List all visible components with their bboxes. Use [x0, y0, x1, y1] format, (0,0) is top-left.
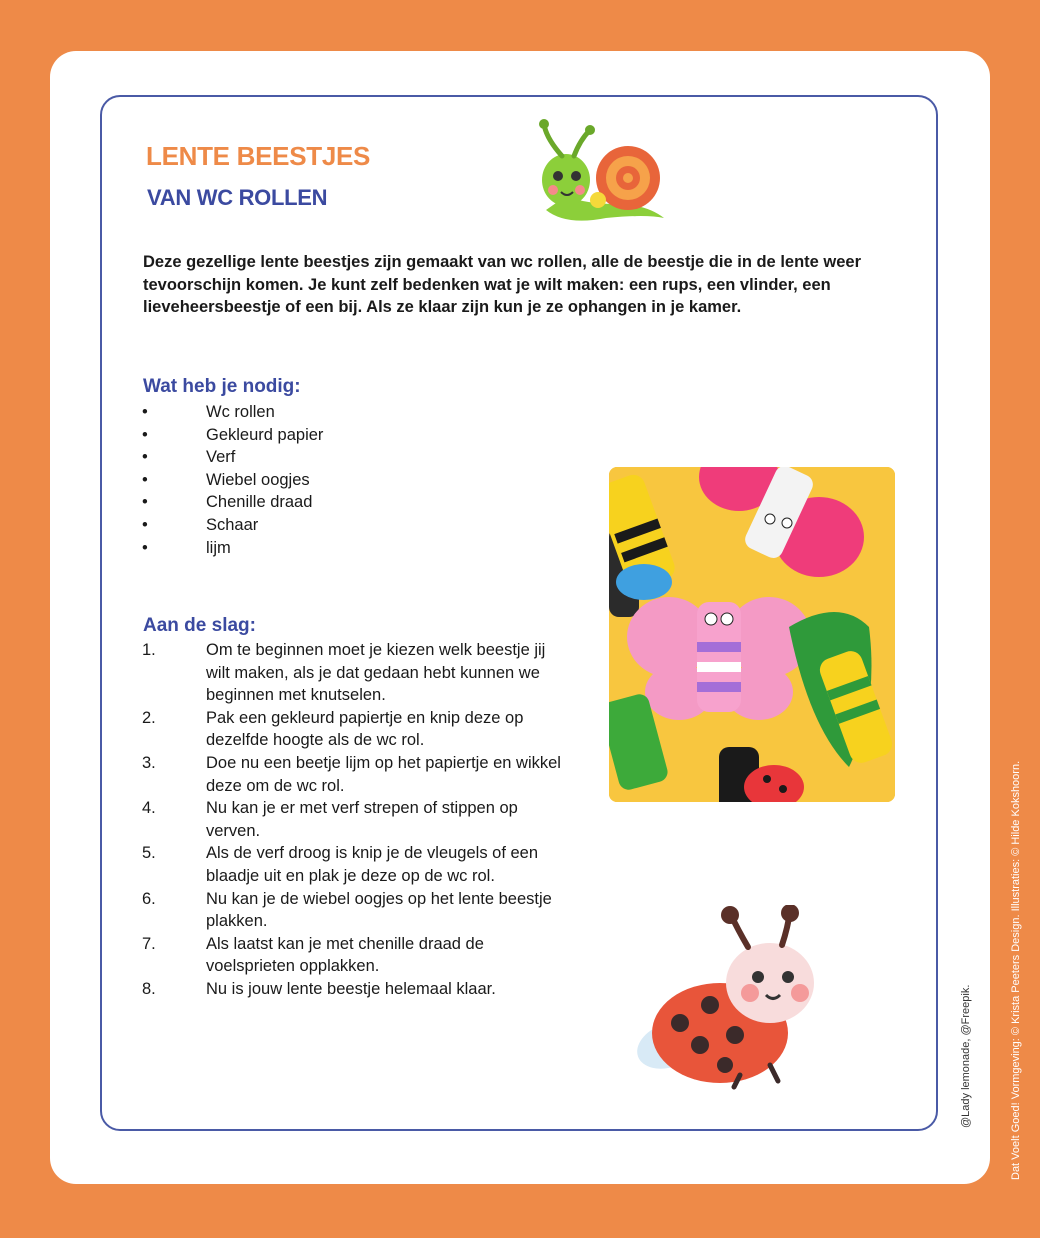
list-item: • Schaar — [142, 515, 259, 534]
list-item: 1. Om te beginnen moet je kiezen welk beestje jij wilt maken, als je dat gedaan hebt kunnen we beginnen met knutselen. — [142, 641, 546, 705]
list-item: 6. Nu kan je de wiebel oogjes op het lente beestje plakken. — [142, 889, 552, 931]
intro-paragraph: Deze gezellige lente beestjes zijn gemaakt van wc rollen, alle de beestje die in de lente weer tevoorschijn komen. Je kunt zelf bedenken wat je wilt maken: een rups, een vlinder, een lieveheersbeestje of een bij. Als ze klaar zijn kun je ze ophangen in je kamer. — [143, 253, 862, 316]
list-item: • Wc rollen — [142, 403, 275, 421]
list-item: • Chenille draad — [142, 493, 313, 512]
design-credit: Dat Voelt Goed! Vormgeving: © Krista Peeters Design. Illustraties: © Hilde Kokshoorn. — [1010, 760, 1022, 1180]
page-subtitle: VAN WC ROLLEN — [147, 185, 328, 210]
materials-list — [140, 401, 566, 559]
list-item: • Gekleurd papier — [142, 425, 324, 444]
list-item: • lijm — [142, 538, 231, 557]
list-item: • Wiebel oogjes — [142, 470, 310, 489]
list-item: • Verf — [142, 448, 236, 467]
materials-heading: Wat heb je nodig: — [143, 376, 301, 397]
list-item: 2. Pak een gekleurd papiertje en knip deze op dezelfde hoogte als de wc rol. — [142, 708, 524, 750]
ladybug-illustration — [630, 905, 820, 1090]
list-item: 7. Als laatst kan je met chenille draad de voelsprieten opplakken. — [142, 934, 484, 976]
page-title: LENTE BEESTJES — [146, 141, 371, 171]
photo-credit: @Lady lemonade, @Freepik. — [960, 984, 972, 1128]
list-item: 8. Nu is jouw lente beestje helemaal klaar. — [142, 979, 496, 998]
steps-list — [140, 639, 566, 1001]
list-item: 3. Doe nu een beetje lijm op het papiertje en wikkel deze om de wc rol. — [142, 753, 561, 795]
craft-photo — [609, 467, 895, 802]
list-item: 4. Nu kan je er met verf strepen of stippen op verven. — [142, 799, 518, 840]
snail-illustration — [536, 118, 666, 228]
steps-heading: Aan de slag: — [143, 615, 256, 636]
list-item: 5. Als de verf droog is knip je de vleugels of een blaadje uit en plak je deze op de wc rol. — [142, 844, 539, 885]
